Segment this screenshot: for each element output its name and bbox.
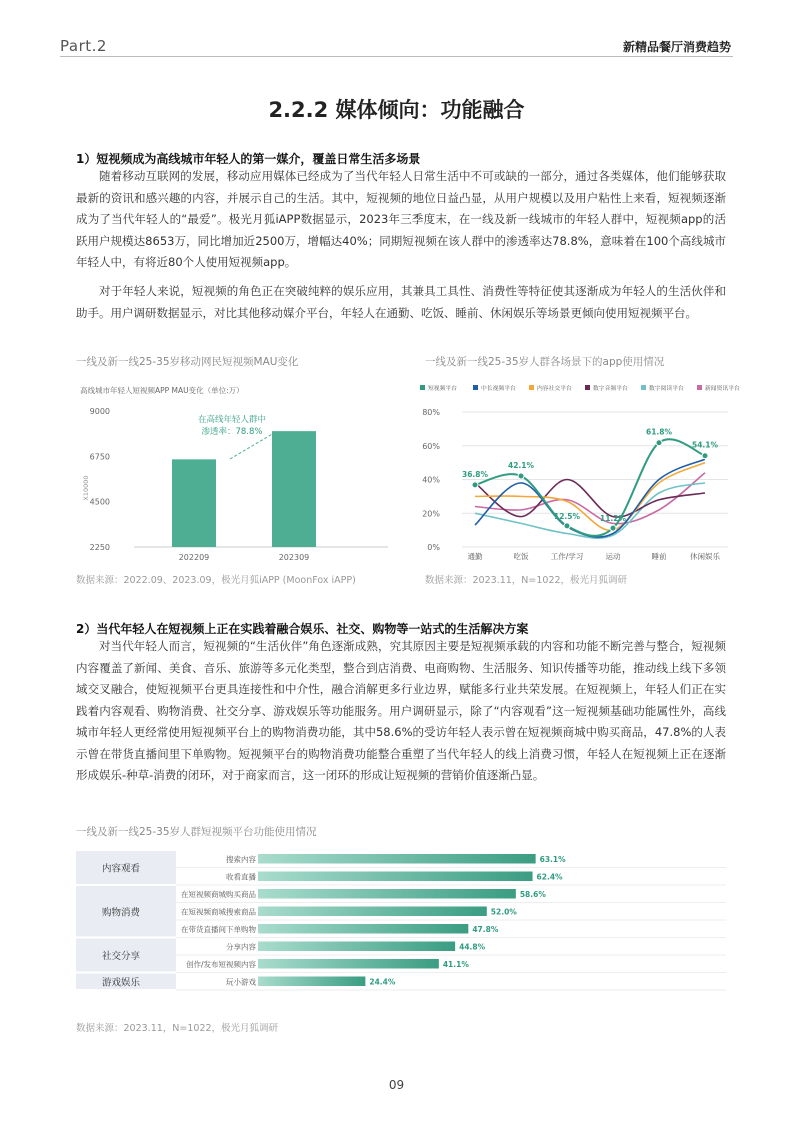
mau-x-labels (179, 553, 310, 562)
scenes-x-tick-label: 通勤 (467, 552, 483, 561)
scenes-point-label: 42.1% (507, 460, 535, 470)
scenes-x-tick-label: 休闲娱乐 (690, 552, 720, 561)
functions-bar (258, 942, 455, 952)
functions-item-label: 在短视频商城搜索商品 (181, 907, 256, 917)
scenes-point-label: 36.8% (461, 469, 489, 479)
subsection-2-heading: 2）当代年轻人在短视频上正在实践着融合娱乐、社交、购物等一站式的生活解决方案 (76, 622, 529, 636)
functions-value-label: 52.0% (490, 907, 517, 917)
functions-bar (258, 924, 468, 934)
scenes-legend-label: 数字音频平台 (593, 386, 628, 392)
scenes-legend-label: 内容社交平台 (537, 386, 572, 392)
scenes-legend-swatch (697, 385, 702, 390)
mau-chart-source: 数据来源：2022.09、2023.09，极光月狐iAPP (MoonFox iAPP) (76, 575, 356, 586)
scenes-y-tick-label: 80% (422, 408, 440, 417)
header-report-title: 新精品餐厅消费趋势 (622, 40, 731, 54)
functions-item-label: 在短视频商城购买商品 (181, 889, 256, 899)
header-part-label: Part.2 (60, 37, 107, 55)
scenes-x-tick-label: 工作/学习 (550, 552, 584, 561)
scenes-point (518, 473, 524, 479)
mau-bar (172, 459, 216, 547)
scenes-chart (420, 376, 740, 566)
scenes-x-labels (468, 551, 721, 561)
scenes-chart-title: 一线及新一线25-35岁人群各场景下的app使用情况 (425, 356, 665, 368)
functions-group-label: 内容观看 (101, 863, 141, 875)
page-number: 09 (388, 1078, 405, 1092)
functions-item-label: 创作/发布短视频内容 (185, 959, 256, 969)
functions-groups (76, 851, 176, 989)
mau-x-tick-label: 202209 (178, 553, 210, 562)
functions-group-label: 购物消费 (101, 907, 141, 919)
scenes-point (610, 525, 616, 531)
mau-x-tick-label: 202309 (278, 553, 310, 562)
functions-item-label: 在带货直播间下单购物 (181, 924, 256, 934)
scenes-legend (420, 384, 740, 392)
scenes-x-tick-label: 运动 (605, 552, 621, 561)
mau-y-axis-label: X10000 (82, 475, 90, 501)
header-divider (60, 56, 733, 57)
mau-y-tick-label: 9000 (89, 407, 110, 416)
scenes-legend-swatch (420, 385, 425, 390)
mau-chart-title: 一线及新一线25-35岁移动网民短视频MAU变化 (76, 356, 299, 368)
scenes-legend-swatch (585, 385, 590, 390)
scenes-legend-label: 新闻资讯平台 (705, 386, 740, 392)
functions-item-label: 搜索内容 (226, 854, 256, 864)
scenes-legend-label: 中长视频平台 (481, 386, 516, 392)
mau-annotation-line-2: 渗透率：78.8% (201, 427, 263, 437)
scenes-x-tick-label: 吃饭 (513, 552, 529, 561)
subsection-2-paragraph-1: 对当代年轻人而言，短视频的“生活伙伴”角色逐渐成熟，究其原因主要是短视频承载的内容和功能不断完善与整合，短视频内容覆盖了新闻、美食、音乐、旅游等多元化类型，整合到店消费、电商购物、生活服务、知识传播等功能，推动线上线下多领域交叉融合，使短视频平台更具连接性和中介性，融合消解更多行业边界，赋能多行业共荣发展。在短视频上，年轻人们正在实践着内容观看、购物消费、社交分享、游戏娱乐等功能服务。用户调研显示，除了“内容观看”这一短视频基础功能属性外，高线城市年轻人更经常使用短视频平台上的购物消费功能，其中58.6%的受访年轻人表示曾在短视频商城中购买商品，47.8%的人表示曾在带货直播间里下单购物。短视频平台的购物消费功能整合重塑了当代年轻人的线上消费习惯，年轻人在短视频上正在逐渐形成娱乐-种草-消费的闭环，对于商家而言，这一闭环的形成让短视频的营销价值逐渐凸显。 (76, 639, 726, 782)
functions-value-label: 62.4% (536, 872, 563, 882)
scenes-lines (475, 439, 705, 538)
scenes-y-tick-label: 40% (422, 475, 440, 485)
mau-chart (76, 376, 396, 566)
functions-group-label: 游戏娱乐 (101, 977, 141, 989)
functions-item-label: 收看直播 (226, 872, 256, 882)
mau-y-ticks (90, 407, 110, 552)
scenes-y-tick-label: 0% (427, 543, 440, 552)
scenes-y-tick-label: 60% (422, 441, 440, 451)
scenes-legend-label: 数字阅读平台 (649, 386, 684, 392)
functions-value-label: 58.6% (519, 889, 546, 899)
scenes-point-label: 11.2% (599, 514, 627, 524)
functions-value-label: 47.8% (472, 924, 499, 934)
functions-value-label: 24.4% (369, 977, 396, 987)
scenes-point-label: 54.1% (691, 440, 719, 450)
scenes-legend-swatch (529, 385, 534, 390)
mau-bar (272, 431, 316, 547)
functions-bar (258, 907, 487, 917)
scenes-point-label: 12.5% (553, 511, 581, 521)
mau-chart-inner-title: 高线城市年轻人短视频APP MAU变化（单位:万） (80, 386, 244, 395)
mau-annotation-line-1: 在高线年轻人群中 (197, 415, 267, 425)
functions-bar (258, 977, 365, 987)
functions-group-label: 社交分享 (101, 951, 141, 962)
functions-bar (258, 872, 533, 882)
scenes-legend-swatch (641, 385, 646, 390)
functions-item-label: 分享内容 (226, 942, 256, 952)
scenes-legend-label: 短视频平台 (428, 386, 457, 392)
functions-bar (258, 959, 439, 969)
subsection-1-paragraph-1: 随着移动互联网的发展，移动应用媒体已经成为了当代年轻人日常生活中不可或缺的一部分，通过各类媒体，他们能够获取最新的资讯和感兴趣的内容，并展示自己的生活。其中，短视频的地位日益凸显，从用户规模以及用户粘性上来看，短视频逐渐成为了当代年轻人的“最爱”。极光月狐iAPP数据显示，2023年三季度末，在一线及新一线城市的年轻人群中，短视频app的活跃用户规模达8653万，同比增加近2500万，增幅达40%；同期短视频在该人群中的渗透率达78.8%，意味着在100个高线城市年轻人中，有将近80个人使用短视频app。 (76, 169, 726, 269)
scenes-point (472, 482, 478, 488)
functions-bar (258, 889, 516, 899)
scenes-point (656, 440, 662, 446)
mau-y-tick-label: 2250 (89, 543, 110, 552)
functions-chart-title: 一线及新一线25-35岁人群短视频平台功能使用情况 (76, 826, 317, 838)
mau-y-tick-label: 6750 (89, 452, 110, 462)
functions-bar (258, 854, 536, 864)
scenes-legend-swatch (473, 385, 478, 390)
functions-value-label: 41.1% (442, 959, 469, 969)
subsection-1-heading: 1）短视频成为高线城市年轻人的第一媒介，覆盖日常生活多场景 (76, 152, 421, 166)
scenes-chart-source: 数据来源：2023.11，N=1022，极光月狐调研 (425, 575, 628, 586)
functions-item-label: 玩小游戏 (226, 977, 256, 987)
scenes-point (564, 523, 570, 529)
scenes-x-tick-label: 睡前 (651, 552, 667, 561)
mau-bars (172, 431, 316, 547)
scenes-point (702, 453, 708, 459)
section-title: 2.2.2 媒体倾向：功能融合 (268, 98, 525, 122)
scenes-y-tick-label: 20% (422, 509, 440, 519)
functions-value-label: 44.8% (459, 942, 486, 952)
functions-chart (76, 846, 726, 1006)
functions-bars (176, 854, 726, 990)
functions-value-label: 63.1% (539, 854, 566, 864)
mau-y-tick-label: 4500 (89, 497, 110, 507)
subsection-1-paragraph-2: 对于年轻人来说，短视频的角色正在突破纯粹的娱乐应用，其兼具工具性、消费性等特征使其逐渐成为年轻人的生活伙伴和助手。用户调研数据显示，对比其他移动媒介平台，年轻人在通勤、吃饭、睡前、休闲娱乐等场景更倾向使用短视频平台。 (76, 284, 726, 320)
scenes-point-label: 61.8% (645, 427, 673, 437)
functions-chart-source: 数据来源：2023.11，N=1022，极光月狐调研 (76, 1023, 279, 1034)
